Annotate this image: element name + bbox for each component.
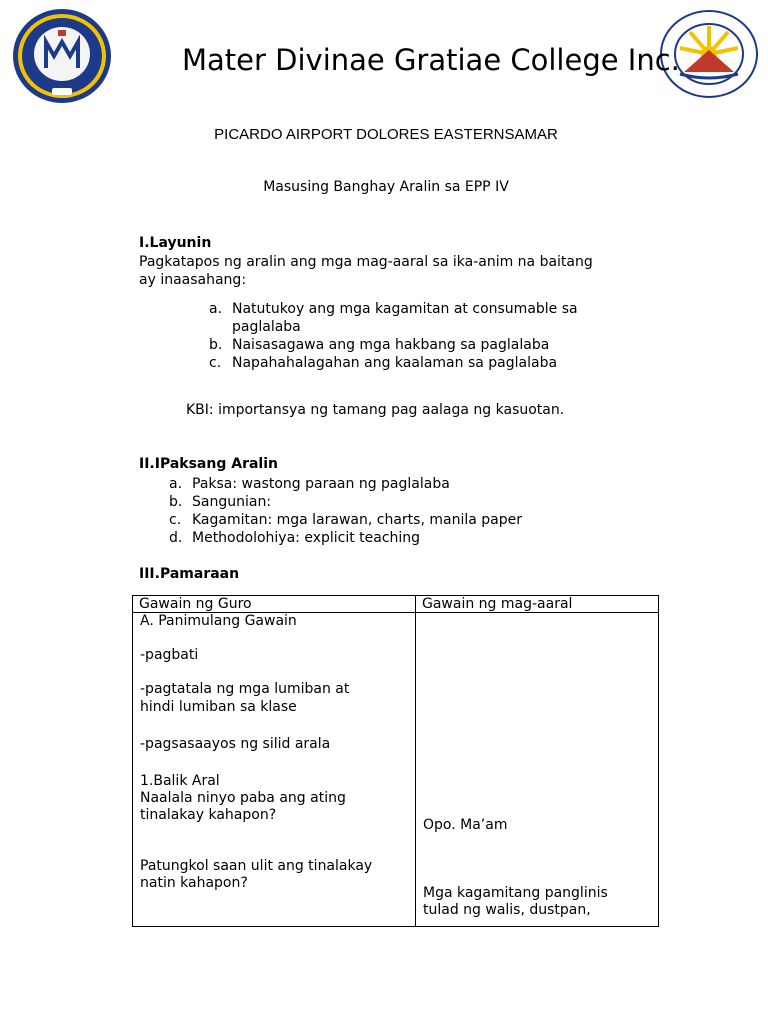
section-heading-layunin: I.Layunin	[139, 235, 212, 251]
table-row	[133, 613, 659, 927]
column-header-student: Gawain ng mag-aaral	[416, 596, 659, 613]
layunin-intro-line-1: Pagkatapos ng aralin ang mga mag-aaral sa ika-anim na baitang	[139, 254, 593, 270]
student-activity-cell	[416, 613, 659, 927]
section-heading-pamaraan: III.Pamaraan	[139, 566, 240, 582]
list-item	[209, 300, 649, 336]
teacher-activity-cell	[133, 613, 416, 927]
list-item-text: Sangunian:	[192, 494, 272, 510]
objectives-list	[209, 300, 649, 372]
teacher-line: Naalala ninyo paba ang ating	[140, 790, 346, 806]
college-name: Mater Divinae Gratiae College Inc.	[182, 43, 680, 77]
teacher-line: 1.Balik Aral	[140, 773, 220, 789]
list-marker: c.	[169, 512, 182, 528]
list-marker: c.	[209, 355, 222, 371]
list-item-text: Methodolohiya: explicit teaching	[192, 530, 421, 546]
objective-text: Napahahalagahan ang kaalaman sa paglalaba	[232, 355, 558, 371]
lesson-plan-title: Masusing Banghay Aralin sa EPP IV	[263, 179, 509, 195]
teacher-line: -pagbati	[140, 647, 199, 663]
college-seal-icon	[12, 8, 112, 104]
list-marker: b.	[209, 337, 223, 353]
objective-text-continued: paglalaba	[232, 319, 301, 335]
procedure-table	[132, 595, 659, 927]
list-item-text: Paksa: wastong paraan ng paglalaba	[192, 476, 450, 492]
list-item	[169, 475, 649, 493]
list-marker: a.	[209, 301, 223, 317]
objective-text: Natutukoy ang mga kagamitan at consumable sa	[232, 301, 578, 317]
list-marker: b.	[169, 494, 183, 510]
list-item	[209, 336, 649, 354]
list-marker: d.	[169, 530, 183, 546]
student-line: Opo. Ma’am	[423, 817, 508, 833]
teacher-line: Patungkol saan ulit ang tinalakay	[140, 858, 373, 874]
college-address: PICARDO AIRPORT DOLORES EASTERNSAMAR	[214, 126, 558, 143]
list-item	[209, 354, 649, 372]
teacher-line: -pagtatala ng mga lumiban at	[140, 681, 350, 697]
teacher-line: tinalakay kahapon?	[140, 807, 277, 823]
teacher-line: -pagsasaayos ng silid arala	[140, 736, 331, 752]
objective-text: Naisasagawa ang mga hakbang sa paglalaba	[232, 337, 550, 353]
paksa-list	[169, 475, 649, 547]
kbi-statement: KBI: importansya ng tamang pag aalaga ng kasuotan.	[186, 402, 565, 418]
section-heading-paksang-aralin: II.IPaksang Aralin	[139, 456, 278, 472]
list-marker: a.	[169, 476, 183, 492]
teacher-line: A. Panimulang Gawain	[140, 613, 297, 629]
list-item	[169, 529, 649, 547]
layunin-intro-line-2: ay inaasahang:	[139, 272, 247, 288]
teacher-line: natin kahapon?	[140, 875, 248, 891]
table-header-row	[133, 596, 659, 613]
student-line: tulad ng walis, dustpan,	[423, 902, 591, 918]
column-header-teacher: Gawain ng Guro	[133, 596, 416, 613]
list-item-text: Kagamitan: mga larawan, charts, manila paper	[192, 512, 522, 528]
list-item	[169, 511, 649, 529]
student-line: Mga kagamitang panglinis	[423, 885, 608, 901]
list-item	[169, 493, 649, 511]
teacher-line: hindi lumiban sa klase	[140, 699, 297, 715]
